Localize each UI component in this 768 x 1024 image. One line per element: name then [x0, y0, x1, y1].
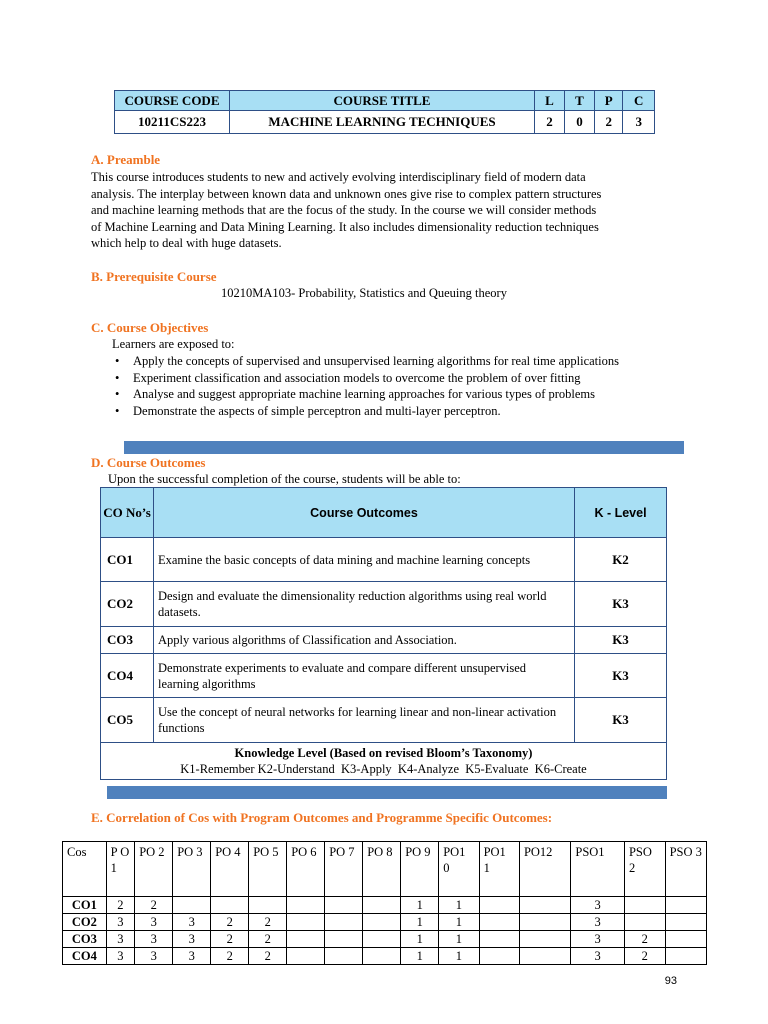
- prerequisite-course: 10210MA103- Probability, Statistics and Queuing theory: [221, 286, 507, 300]
- correlation-value: [519, 931, 570, 948]
- correlation-co-id: CO4: [63, 948, 107, 965]
- k-level-header: K - Level: [575, 488, 667, 538]
- correlation-heading: E. Correlation of Cos with Program Outcomes and Programme Specific Outcomes:: [91, 810, 553, 825]
- k-level: K2: [575, 538, 667, 582]
- course-header-labels: [115, 91, 655, 111]
- correlation-value: [325, 914, 363, 931]
- correlation-value: [287, 931, 325, 948]
- co-description: Apply various algorithms of Classification and Association.: [154, 627, 575, 654]
- course-outcomes-table: [100, 487, 667, 780]
- correlation-value: [325, 931, 363, 948]
- correlation-value: 3: [571, 948, 625, 965]
- correlation-value: 2: [249, 948, 287, 965]
- correlation-value: [519, 897, 570, 914]
- correlation-value: [249, 897, 287, 914]
- preamble-heading: A. Preamble: [91, 152, 161, 167]
- correlation-value: 1: [439, 914, 479, 931]
- correlation-value: 1: [401, 914, 439, 931]
- po-header: PSO 2: [624, 842, 665, 897]
- correlation-value: 1: [401, 948, 439, 965]
- knowledge-level-cell: [101, 743, 667, 780]
- outcome-row: [101, 627, 667, 654]
- correlation-value: 3: [173, 948, 211, 965]
- correlation-value: [479, 897, 519, 914]
- correlation-value: 3: [106, 931, 135, 948]
- po-header: PSO1: [571, 842, 625, 897]
- preamble-line: This course introduces students to new and actively evolving interdisciplinary field of modern data: [91, 170, 586, 184]
- correlation-value: [363, 897, 401, 914]
- co-id: CO1: [101, 538, 154, 582]
- correlation-value: 1: [401, 897, 439, 914]
- outcome-row: [101, 698, 667, 743]
- correlation-value: [519, 914, 570, 931]
- correlation-table: [62, 841, 707, 965]
- course-code-value: 10211CS223: [115, 111, 230, 134]
- correlation-value: [325, 948, 363, 965]
- correlation-value: 1: [439, 948, 479, 965]
- section-divider-bar: [107, 786, 667, 799]
- correlation-value: [519, 948, 570, 965]
- practical-value: 2: [595, 111, 623, 134]
- correlation-value: 1: [401, 931, 439, 948]
- preamble-line: analysis. The interplay between known data and unknown ones give rise to complex pattern structures: [91, 186, 602, 201]
- lecture-value: 2: [535, 111, 565, 134]
- k-level: K3: [575, 582, 667, 627]
- course-title-value: MACHINE LEARNING TECHNIQUES: [230, 111, 535, 134]
- co-id: CO2: [101, 582, 154, 627]
- correlation-value: 2: [249, 931, 287, 948]
- po-header: PO12: [519, 842, 570, 897]
- cos-header: Cos: [63, 842, 107, 897]
- knowledge-level-text: K1-Remember K2-Understand K3-Apply K4-Analyze K5-Evaluate K6-Create: [180, 762, 587, 776]
- correlation-value: [287, 948, 325, 965]
- correlation-value: 3: [571, 931, 625, 948]
- co-no-header: CO No’s: [101, 488, 154, 538]
- outcome-row: [101, 654, 667, 698]
- correlation-value: 1: [439, 897, 479, 914]
- k-level: K3: [575, 627, 667, 654]
- correlation-value: [363, 931, 401, 948]
- correlation-value: 3: [571, 914, 625, 931]
- correlation-value: 3: [106, 914, 135, 931]
- outcome-row: [101, 538, 667, 582]
- objectives-intro: Learners are exposed to:: [112, 337, 235, 351]
- po-header: PO 5: [249, 842, 287, 897]
- correlation-value: [479, 914, 519, 931]
- correlation-value: 3: [135, 948, 173, 965]
- k-level: K3: [575, 654, 667, 698]
- course-title-label: COURSE TITLE: [230, 91, 535, 111]
- po-header: PO1 1: [479, 842, 519, 897]
- preamble-line: which help to deal with huge datasets.: [91, 236, 282, 251]
- lecture-label: L: [535, 91, 565, 111]
- correlation-value: [624, 914, 665, 931]
- po-header: PO 3: [173, 842, 211, 897]
- credit-label: C: [623, 91, 655, 111]
- prerequisite-heading: B. Prerequisite Course: [91, 269, 217, 284]
- po-header: PO 9: [401, 842, 439, 897]
- correlation-value: 2: [624, 931, 665, 948]
- page-number: 93: [664, 975, 677, 987]
- section-divider-bar: [124, 441, 684, 454]
- correlation-co-id: CO1: [63, 897, 107, 914]
- co-id: CO3: [101, 627, 154, 654]
- outcomes-heading: D. Course Outcomes: [91, 455, 206, 470]
- po-header: PO 7: [325, 842, 363, 897]
- correlation-value: 3: [135, 931, 173, 948]
- correlation-value: 2: [211, 948, 249, 965]
- course-header-values: [115, 111, 655, 134]
- correlation-co-id: CO3: [63, 931, 107, 948]
- correlation-value: [665, 914, 706, 931]
- course-outcomes-header: Course Outcomes: [154, 488, 575, 538]
- po-header: PO 2: [135, 842, 173, 897]
- co-description: Demonstrate experiments to evaluate and compare different unsupervised learning algorithms: [154, 654, 575, 698]
- correlation-value: [665, 948, 706, 965]
- co-id: CO5: [101, 698, 154, 743]
- correlation-value: 3: [135, 914, 173, 931]
- correlation-value: [211, 897, 249, 914]
- po-header: PO1 0: [439, 842, 479, 897]
- correlation-value: 2: [135, 897, 173, 914]
- co-id: CO4: [101, 654, 154, 698]
- correlation-value: 1: [439, 931, 479, 948]
- correlation-value: 3: [106, 948, 135, 965]
- correlation-row: [63, 931, 707, 948]
- objective-item: • Analyse and suggest appropriate machine learning approaches for various types of problems: [113, 386, 658, 403]
- correlation-value: [665, 931, 706, 948]
- correlation-value: [363, 948, 401, 965]
- correlation-value: [479, 931, 519, 948]
- objective-item: • Demonstrate the aspects of simple perceptron and multi-layer perceptron.: [113, 403, 658, 420]
- correlation-value: 2: [211, 931, 249, 948]
- po-header: P O 1: [106, 842, 135, 897]
- correlation-value: 2: [211, 914, 249, 931]
- correlation-value: [173, 897, 211, 914]
- preamble-line: of Machine Learning and Data Mining Learning. It also includes dimensionality reduction techniques: [91, 219, 599, 234]
- correlation-value: [287, 897, 325, 914]
- correlation-co-id: CO2: [63, 914, 107, 931]
- correlation-value: 2: [106, 897, 135, 914]
- correlation-value: 3: [173, 931, 211, 948]
- correlation-row: [63, 948, 707, 965]
- correlation-value: [325, 897, 363, 914]
- po-header: PO 8: [363, 842, 401, 897]
- co-description: Examine the basic concepts of data mining and machine learning concepts: [154, 538, 575, 582]
- correlation-value: [624, 897, 665, 914]
- correlation-value: [363, 914, 401, 931]
- po-header: PSO 3: [665, 842, 706, 897]
- knowledge-level-row: [101, 743, 667, 780]
- course-code-label: COURSE CODE: [115, 91, 230, 111]
- co-description: Design and evaluate the dimensionality reduction algorithms using real world datasets.: [154, 582, 575, 627]
- correlation-value: [665, 897, 706, 914]
- co-description: Use the concept of neural networks for learning linear and non-linear activation functions: [154, 698, 575, 743]
- preamble-text: [91, 169, 691, 252]
- credit-value: 3: [623, 111, 655, 134]
- correlation-value: 3: [173, 914, 211, 931]
- correlation-value: [479, 948, 519, 965]
- practical-label: P: [595, 91, 623, 111]
- objectives-heading: C. Course Objectives: [91, 320, 209, 335]
- correlation-row: [63, 897, 707, 914]
- objective-item: • Experiment classification and association models to overcome the problem of over fitting: [113, 370, 658, 387]
- correlation-value: [287, 914, 325, 931]
- tutorial-value: 0: [565, 111, 595, 134]
- correlation-value: 2: [249, 914, 287, 931]
- correlation-value: 3: [571, 897, 625, 914]
- preamble-line: and machine learning methods that are the focus of the study. In the course we will consider methods: [91, 203, 597, 218]
- outcomes-intro: Upon the successful completion of the course, students will be able to:: [108, 472, 461, 486]
- k-level: K3: [575, 698, 667, 743]
- correlation-row: [63, 914, 707, 931]
- objective-item: • Apply the concepts of supervised and unsupervised learning algorithms for real time applications: [113, 353, 658, 370]
- po-header: PO 4: [211, 842, 249, 897]
- correlation-value: 2: [624, 948, 665, 965]
- outcome-row: [101, 582, 667, 627]
- objectives-list: [113, 353, 658, 419]
- tutorial-label: T: [565, 91, 595, 111]
- po-header: PO 6: [287, 842, 325, 897]
- course-header-table: [114, 90, 655, 134]
- outcomes-header-row: [101, 488, 667, 538]
- correlation-header-row: [63, 842, 707, 897]
- knowledge-level-title: Knowledge Level (Based on revised Bloom’s Taxonomy): [234, 746, 533, 760]
